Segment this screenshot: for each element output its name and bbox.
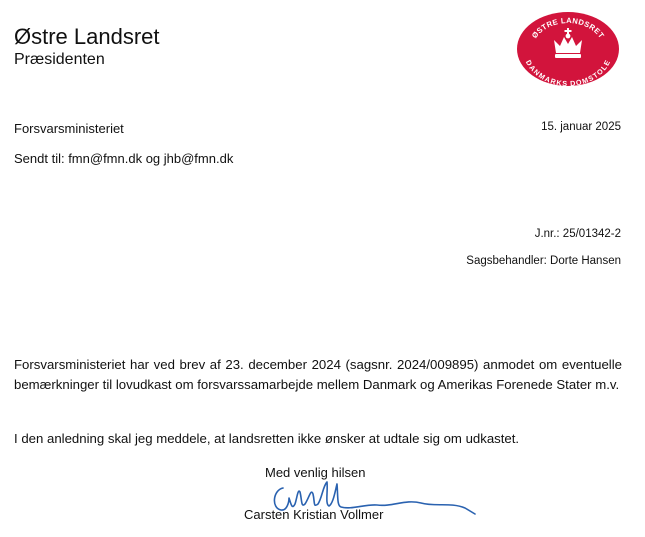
signer-name: Carsten Kristian Vollmer (244, 507, 384, 522)
journal-number: J.nr.: 25/01342-2 (534, 228, 621, 240)
sent-to: Sendt til: fmn@fmn.dk og jhb@fmn.dk (14, 151, 234, 166)
body-paragraph-1: Forsvarsministeriet har ved brev af 23. december 2024 (sagsnr. 2024/009895) anmodet om eventuelle bemærkninger til lovudkast om forsvarssamarbejde mellem Danmark og Amerikas Forenede Stater m.v. (14, 357, 622, 392)
logo-bottom-text: DANMARKS DOMSTOLE (523, 58, 613, 87)
court-name: Østre Landsret (14, 24, 160, 49)
case-handler: Sagsbehandler: Dorte Hansen (466, 255, 621, 267)
closing-salutation: Med venlig hilsen (265, 465, 366, 480)
recipient: Forsvarsministeriet (14, 121, 124, 136)
court-subtitle: Præsidenten (14, 51, 105, 68)
logo-top-text: ØSTRE LANDSRET (529, 15, 607, 41)
letter-date: 15. januar 2025 (541, 121, 621, 133)
body-paragraph-2: I den anledning skal jeg meddele, at landsretten ikke ønsker at udtale sig om udkastet. (14, 431, 520, 446)
court-logo (516, 11, 620, 87)
